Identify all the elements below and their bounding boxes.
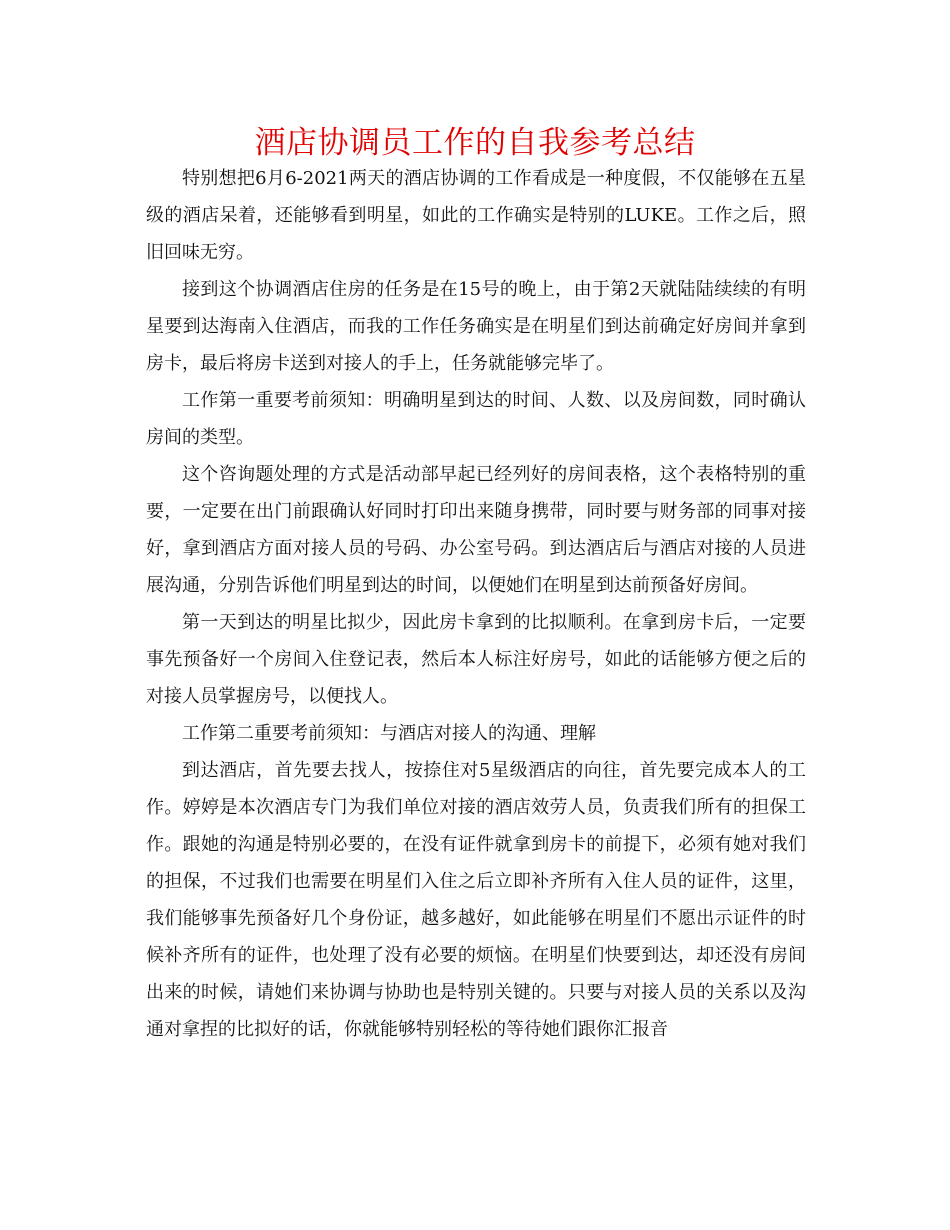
document-body [146, 160, 806, 1048]
paragraph: 接到这个协调酒店住房的任务是在15号的晚上，由于第2天就陆陆续续的有明星要到达海南入住酒店，而我的工作任务确实是在明星们到达前确定好房间并拿到房卡，最后将房卡送到对接人的手上，任务就能够完毕了。 [146, 279, 806, 374]
paragraph: 工作第一重要考前须知：明确明星到达的时间、人数、以及房间数，同时确认房间的类型。 [146, 390, 806, 448]
paragraph: 工作第二重要考前须知：与酒店对接人的沟通、理解 [182, 723, 596, 744]
paragraph: 第一天到达的明星比拟少，因此房卡拿到的比拟顺利。在拿到房卡后，一定要事先预备好一个房间入住登记表，然后本人标注好房号，如此的话能够方便之后的对接人员掌握房号，以便找人。 [146, 612, 806, 707]
document-title: 酒店协调员工作的自我参考总结 [254, 125, 696, 161]
paragraph: 到达酒店，首先要去找人，按捺住对5星级酒店的向往，首先要完成本人的工作。婷婷是本次酒店专门为我们单位对接的酒店效劳人员，负责我们所有的担保工作。跟她的沟通是特别必要的，在没有证件就拿到房卡的前提下，必须有她对我们的担保，不过我们也需要在明星们入住之后立即补齐所有入住人员的证件，这里，我们能够事先预备好几个身份证，越多越好，如此能够在明星们不愿出示证件的时候补齐所有的证件，也处理了没有必要的烦恼。在明星们快要到达，却还没有房间出来的时候，请她们来协调与协助也是特别关键的。只要与对接人员的关系以及沟通对拿捏的比拟好的话，你就能够特别轻松的等待她们跟你汇报音 [146, 760, 806, 1040]
paragraph: 特别想把6月6-2021两天的酒店协调的工作看成是一种度假，不仅能够在五星级的酒店呆着，还能够看到明星，如此的工作确实是特别的LUKE。工作之后，照旧回味无穷。 [146, 168, 806, 263]
paragraph: 这个咨询题处理的方式是活动部早起已经列好的房间表格，这个表格特别的重要，一定要在出门前跟确认好同时打印出来随身携带，同时要与财务部的同事对接好，拿到酒店方面对接人员的号码、办公室号码。到达酒店后与酒店对接的人员进展沟通，分别告诉他们明星到达的时间，以便她们在明星到达前预备好房间。 [146, 464, 806, 596]
